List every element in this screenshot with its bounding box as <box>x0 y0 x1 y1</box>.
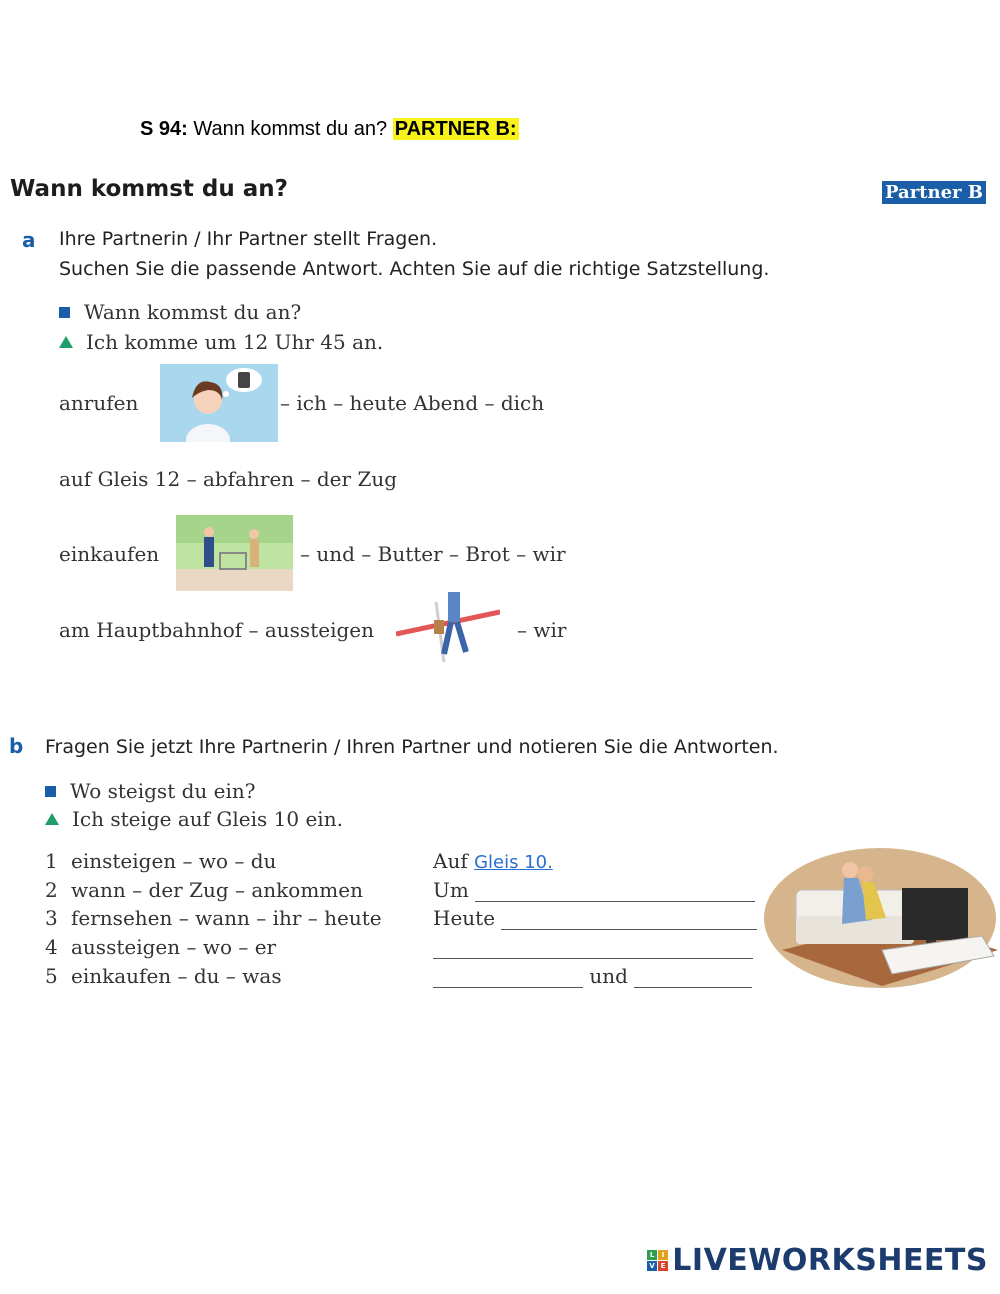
worksheet-header <box>140 118 519 141</box>
answer-5-und: und <box>589 964 628 988</box>
answer-5a-input[interactable] <box>433 965 583 988</box>
section-b-letter: b <box>9 734 24 758</box>
example-b-question-text: Wo steigst du ein? <box>70 779 256 803</box>
answer-5 <box>433 964 752 988</box>
item-number: 3 <box>45 906 58 930</box>
answer-1-input[interactable]: Gleis 10. <box>474 852 553 873</box>
page-title: Wann kommst du an? <box>10 176 289 202</box>
triangle-bullet-icon <box>45 813 59 825</box>
prompt-gleis: auf Gleis 12 – abfahren – der Zug <box>59 467 398 491</box>
phone-call-illustration <box>160 364 278 442</box>
example-answer <box>59 330 383 354</box>
tv-couch-illustration <box>762 840 998 990</box>
item-number: 4 <box>45 935 58 959</box>
prompt-einkaufen-before: einkaufen <box>59 542 160 566</box>
item-number: 1 <box>45 849 58 873</box>
header-prefix: S 94: <box>140 118 188 140</box>
answer-4 <box>433 935 753 959</box>
section-b-instruction: Fragen Sie jetzt Ihre Partnerin / Ihren Partner und notieren Sie die Antworten. <box>45 736 779 758</box>
logo-mark-letter: I <box>658 1250 668 1260</box>
logo-mark-letter: E <box>658 1261 668 1271</box>
prompt-einkaufen-after: – und – Butter – Brot – wir <box>300 542 566 566</box>
answer-prefix: Auf <box>433 849 468 873</box>
partner-badge: Partner B <box>882 181 986 204</box>
answer-2-input[interactable] <box>475 879 755 902</box>
instruction-line-1: Ihre Partnerin / Ihr Partner stellt Fragen. <box>59 228 438 250</box>
shopping-illustration <box>176 515 293 591</box>
item-text: einkaufen – du – was <box>71 964 282 988</box>
answer-2 <box>433 878 755 902</box>
section-a-instructions <box>59 224 769 284</box>
answer-1 <box>433 849 553 873</box>
item-number: 5 <box>45 964 58 988</box>
example-answer-text: Ich komme um 12 Uhr 45 an. <box>86 330 384 354</box>
list-item <box>45 878 363 902</box>
list-item <box>45 849 276 873</box>
liveworksheets-logo <box>647 1243 988 1278</box>
item-number: 2 <box>45 878 58 902</box>
answer-5b-input[interactable] <box>634 965 752 988</box>
partner-highlight: PARTNER B: <box>394 118 517 140</box>
list-item <box>45 935 276 959</box>
prompt-anrufen-after: – ich – heute Abend – dich <box>280 391 545 415</box>
section-a-letter: a <box>22 228 36 252</box>
item-text: einsteigen – wo – du <box>71 849 277 873</box>
list-item <box>45 906 382 930</box>
prompt-aussteigen-after: – wir <box>517 618 567 642</box>
answer-prefix: Um <box>433 878 469 902</box>
logo-mark-letter: V <box>647 1261 657 1271</box>
example-question <box>59 300 301 324</box>
item-text: wann – der Zug – ankommen <box>71 878 363 902</box>
triangle-bullet-icon <box>59 336 73 348</box>
train-exit-illustration <box>396 592 500 668</box>
square-bullet-icon <box>45 786 56 797</box>
example-b-question <box>45 779 255 803</box>
example-b-answer <box>45 807 343 831</box>
logo-mark-letter: L <box>647 1250 657 1260</box>
example-question-text: Wann kommst du an? <box>84 300 302 324</box>
prompt-anrufen-before: anrufen <box>59 391 139 415</box>
item-text: fernsehen – wann – ihr – heute <box>71 906 382 930</box>
answer-4-input[interactable] <box>433 936 753 959</box>
square-bullet-icon <box>59 307 70 318</box>
answer-3 <box>433 906 757 930</box>
instruction-line-2: Suchen Sie die passende Antwort. Achten Sie auf die richtige Satzstellung. <box>59 258 770 280</box>
logo-mark-icon <box>647 1250 668 1271</box>
logo-text: LIVEWORKSHEETS <box>672 1243 988 1278</box>
item-text: aussteigen – wo – er <box>71 935 277 959</box>
prompt-aussteigen-before: am Hauptbahnhof – aussteigen <box>59 618 374 642</box>
answer-3-input[interactable] <box>501 907 757 930</box>
list-item <box>45 964 282 988</box>
header-text: Wann kommst du an? <box>193 118 388 140</box>
example-b-answer-text: Ich steige auf Gleis 10 ein. <box>72 807 343 831</box>
answer-prefix: Heute <box>433 906 496 930</box>
